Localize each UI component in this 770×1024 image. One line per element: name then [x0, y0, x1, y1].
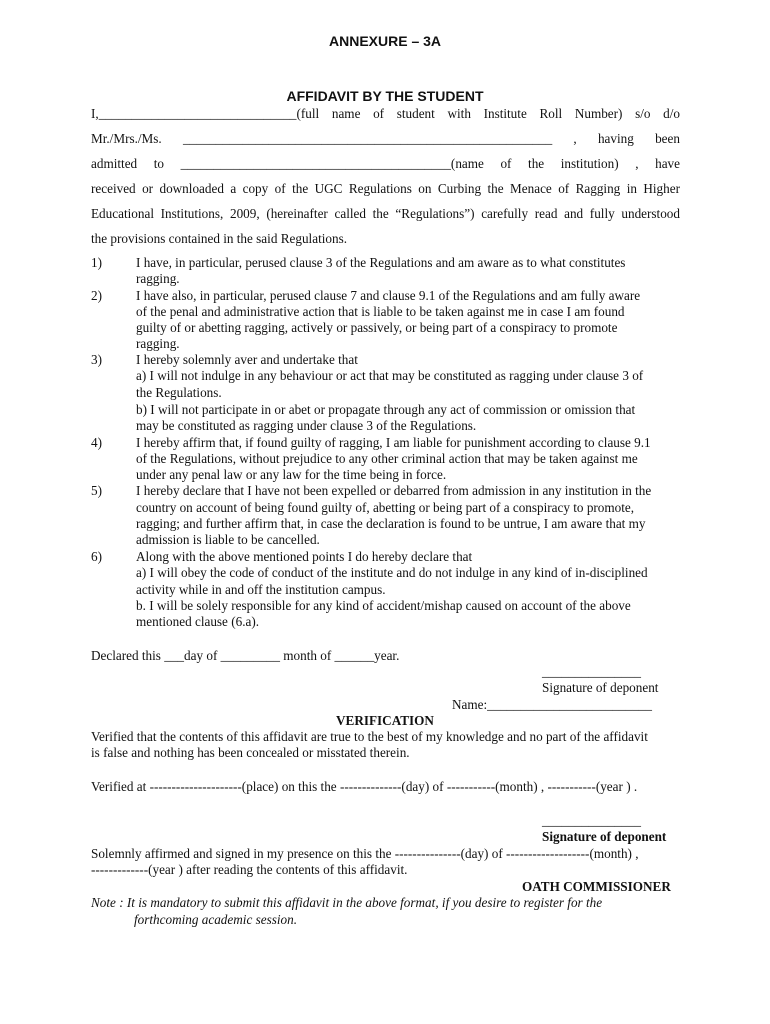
- verification-title: VERIFICATION: [336, 713, 434, 728]
- item-line: admission is liable to be cancelled.: [136, 532, 320, 547]
- verified-at-line: Verified at ---------------------(place) on this the --------------(day) of -----------(month) , -----------(year ) .: [91, 779, 638, 794]
- item-line: I hereby affirm that, if found guilty of ragging, I am liable for punishment according to clause 9.1: [136, 435, 651, 450]
- affidavit-title: AFFIDAVIT BY THE STUDENT: [286, 88, 484, 104]
- intro-line: Mr./Mrs./Ms. ________________________________________________________ , having been: [91, 131, 680, 146]
- name-field: Name:_________________________: [452, 697, 652, 712]
- item-line: mentioned clause (6.a).: [136, 614, 260, 629]
- note-line: Note : It is mandatory to submit this affidavit in the above format, if you desire to register for the: [91, 895, 603, 910]
- intro-line: I,______________________________(full name of student with Institute Roll Number) s/o d/o: [91, 106, 680, 121]
- item-line: I have also, in particular, perused clause 7 and clause 9.1 of the Regulations and am fully aware: [136, 288, 641, 303]
- signature-label: Signature of deponent: [542, 829, 667, 844]
- verification-line: is false and nothing has been concealed or misstated therein.: [91, 745, 410, 760]
- declared-line: Declared this ___day of _________ month of ______year.: [91, 648, 400, 663]
- item-number: 6): [91, 549, 102, 564]
- signature-label: Signature of deponent: [542, 680, 659, 695]
- item-line: I hereby declare that I have not been expelled or debarred from admission in any institution in the: [136, 483, 652, 498]
- item-line: a) I will obey the code of conduct of the institute and do not indulge in any kind of in-disciplined: [136, 565, 648, 580]
- item-line: I have, in particular, perused clause 3 of the Regulations and am aware as to what constitutes: [136, 255, 626, 270]
- oath-commissioner: OATH COMMISSIONER: [522, 879, 671, 894]
- item-line: of the Regulations, without prejudice to any other criminal action that may be taken against me: [136, 451, 638, 466]
- item-line: country on account of being found guilty of, abetting or being part of a conspiracy to promote,: [136, 500, 635, 515]
- item-line: of the penal and administrative action that is liable to be taken against me in case I am found: [136, 304, 625, 319]
- item-number: 4): [91, 435, 102, 450]
- verification-line: Verified that the contents of this affidavit are true to the best of my knowledge and no part of the affidavit: [91, 729, 648, 744]
- item-line: under any penal law or any law for the time being in force.: [136, 467, 447, 482]
- item-line: activity while in and off the institution campus.: [136, 582, 386, 597]
- item-line: the Regulations.: [136, 385, 222, 400]
- signature-line: _______________: [542, 813, 641, 828]
- item-line: ragging.: [136, 271, 180, 286]
- solemn-line: Solemnly affirmed and signed in my presence on this the ---------------(day) of -------------------(month) ,: [91, 846, 639, 861]
- item-line: b. I will be solely responsible for any kind of accident/mishap caused on account of the above: [136, 598, 631, 613]
- item-line: I hereby solemnly aver and undertake that: [136, 352, 358, 367]
- intro-line: the provisions contained in the said Regulations.: [91, 231, 348, 246]
- item-line: b) I will not participate in or abet or propagate through any act of commission or omission that: [136, 402, 636, 417]
- solemn-line: -------------(year ) after reading the contents of this affidavit.: [91, 862, 408, 877]
- note-line: forthcoming academic session.: [134, 912, 297, 927]
- item-number: 2): [91, 288, 102, 303]
- item-line: Along with the above mentioned points I do hereby declare that: [136, 549, 473, 564]
- intro-line: Educational Institutions, 2009, (hereinafter called the “Regulations”) carefully read and fully understood: [91, 206, 680, 221]
- item-number: 5): [91, 483, 102, 498]
- signature-line: _______________: [542, 664, 641, 679]
- item-line: a) I will not indulge in any behaviour or act that may be constituted as ragging under clause 3 of: [136, 368, 644, 383]
- item-line: guilty of or abetting ragging, actively or passively, or being part of a conspiracy to promote: [136, 320, 618, 335]
- item-number: 1): [91, 255, 102, 270]
- intro-line: received or downloaded a copy of the UGC Regulations on Curbing the Menace of Ragging in Higher: [91, 181, 680, 196]
- item-line: ragging; and further affirm that, in case the declaration is found to be untrue, I am aware that my: [136, 516, 646, 531]
- item-line: ragging.: [136, 336, 180, 351]
- intro-line: admitted to _________________________________________(name of the institution) , have: [91, 156, 680, 171]
- item-number: 3): [91, 352, 102, 367]
- item-line: may be constituted as ragging under clause 3 of the Regulations.: [136, 418, 477, 433]
- annexure-heading: ANNEXURE – 3A: [328, 33, 442, 49]
